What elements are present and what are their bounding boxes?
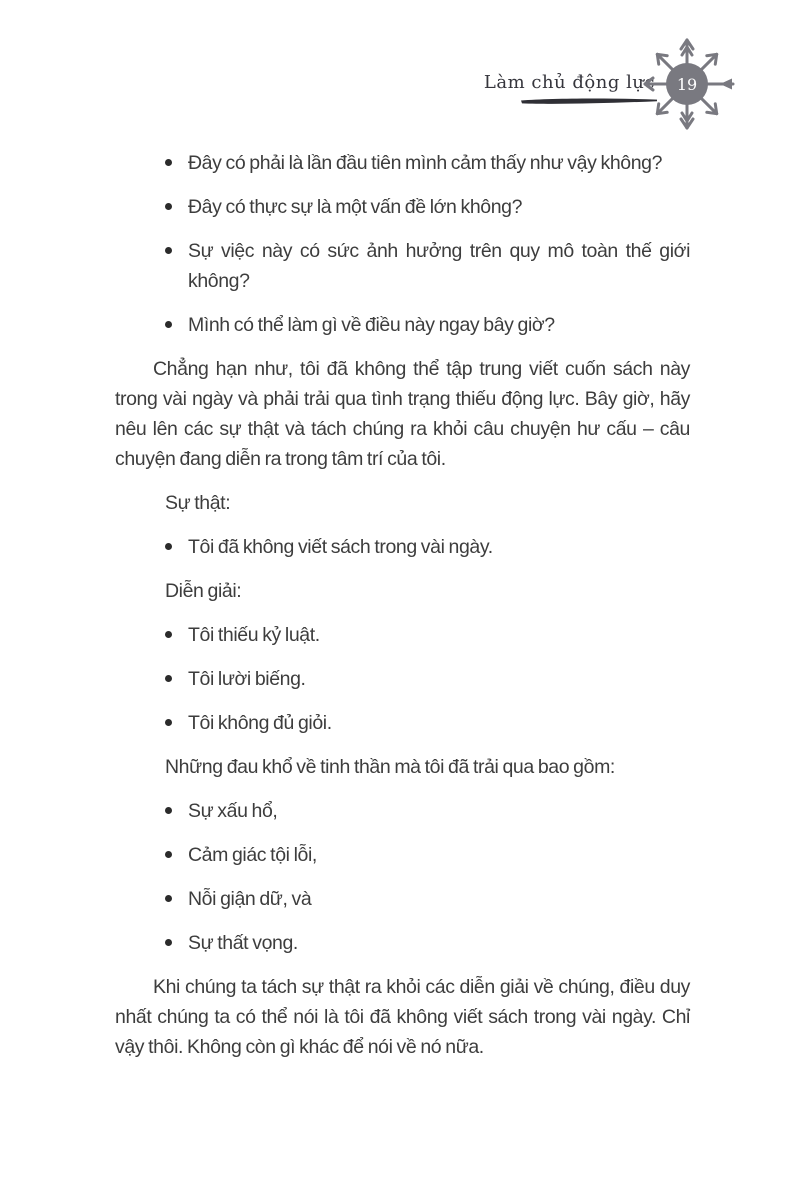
- bullet-icon: [165, 543, 172, 550]
- interpretation-text: Tôi lười biếng.: [188, 668, 306, 690]
- sufferings-intro: Những đau khổ về tinh thần mà tôi đã trải qua bao gồm:: [165, 756, 615, 778]
- fact-text: Tôi đã không viết sách trong vài ngày.: [188, 536, 493, 558]
- bullet-icon: [165, 203, 172, 210]
- question-item: [115, 236, 690, 296]
- interpretation-text: Tôi không đủ giỏi.: [188, 712, 332, 734]
- bullet-icon: [165, 675, 172, 682]
- bullet-icon: [165, 851, 172, 858]
- east-arrowhead: [720, 79, 732, 90]
- running-head-title: Làm chủ động lực: [483, 72, 655, 93]
- question-text: Đây có phải là lần đầu tiên mình cảm thấy như vậy không?: [188, 152, 663, 174]
- conclusion-paragraph: Khi chúng ta tách sự thật ra khỏi các diễn giải về chúng, điều duy nhất chúng ta có thể nói là tôi đã không viết sách trong vài ngày. Chỉ vậy thôi. Không còn gì khác để nói về nó nữa.: [115, 976, 690, 1058]
- bullet-icon: [165, 321, 172, 328]
- question-text: Đây có thực sự là một vấn đề lớn không?: [188, 196, 523, 218]
- interpretation-item: [115, 664, 690, 694]
- bullet-icon: [165, 939, 172, 946]
- question-text: Sự việc này có sức ảnh hưởng trên quy mô toàn thế giới không?: [188, 240, 690, 292]
- suffering-text: Nỗi giận dữ, và: [188, 888, 312, 910]
- interpretation-item: [115, 620, 690, 650]
- bullet-icon: [165, 807, 172, 814]
- question-item: [115, 148, 690, 178]
- suffering-text: Sự xấu hổ,: [188, 800, 278, 822]
- interpretation-text: Tôi thiếu kỷ luật.: [188, 624, 320, 646]
- bullet-icon: [165, 159, 172, 166]
- question-text: Mình có thể làm gì về điều này ngay bây giờ?: [188, 314, 555, 336]
- suffering-item: [115, 796, 690, 826]
- arrows-compass-ornament: [631, 28, 743, 140]
- bullet-icon: [165, 631, 172, 638]
- suffering-item: [115, 840, 690, 870]
- suffering-item: [115, 884, 690, 914]
- question-item: [115, 310, 690, 340]
- facts-label: Sự thật:: [165, 492, 231, 514]
- question-item: [115, 192, 690, 222]
- interpretation-item: [115, 708, 690, 738]
- fact-item: [115, 532, 690, 562]
- bullet-icon: [165, 895, 172, 902]
- example-paragraph: Chẳng hạn như, tôi đã không thể tập trung viết cuốn sách này trong vài ngày và phải trải qua tình trạng thiếu động lực. Bây giờ, hãy nêu lên các sự thật và tách chúng ra khỏi câu chuyện hư cấu – câu chuyện đang diễn ra trong tâm trí của tôi.: [115, 358, 690, 470]
- interpretations-label: Diễn giải:: [165, 580, 242, 602]
- page-number: 19: [676, 75, 698, 94]
- bullet-icon: [165, 719, 172, 726]
- bullet-icon: [165, 247, 172, 254]
- suffering-text: Sự thất vọng.: [188, 932, 298, 954]
- suffering-item: [115, 928, 690, 958]
- suffering-text: Cảm giác tội lỗi,: [188, 844, 317, 866]
- text-column: [115, 148, 690, 1076]
